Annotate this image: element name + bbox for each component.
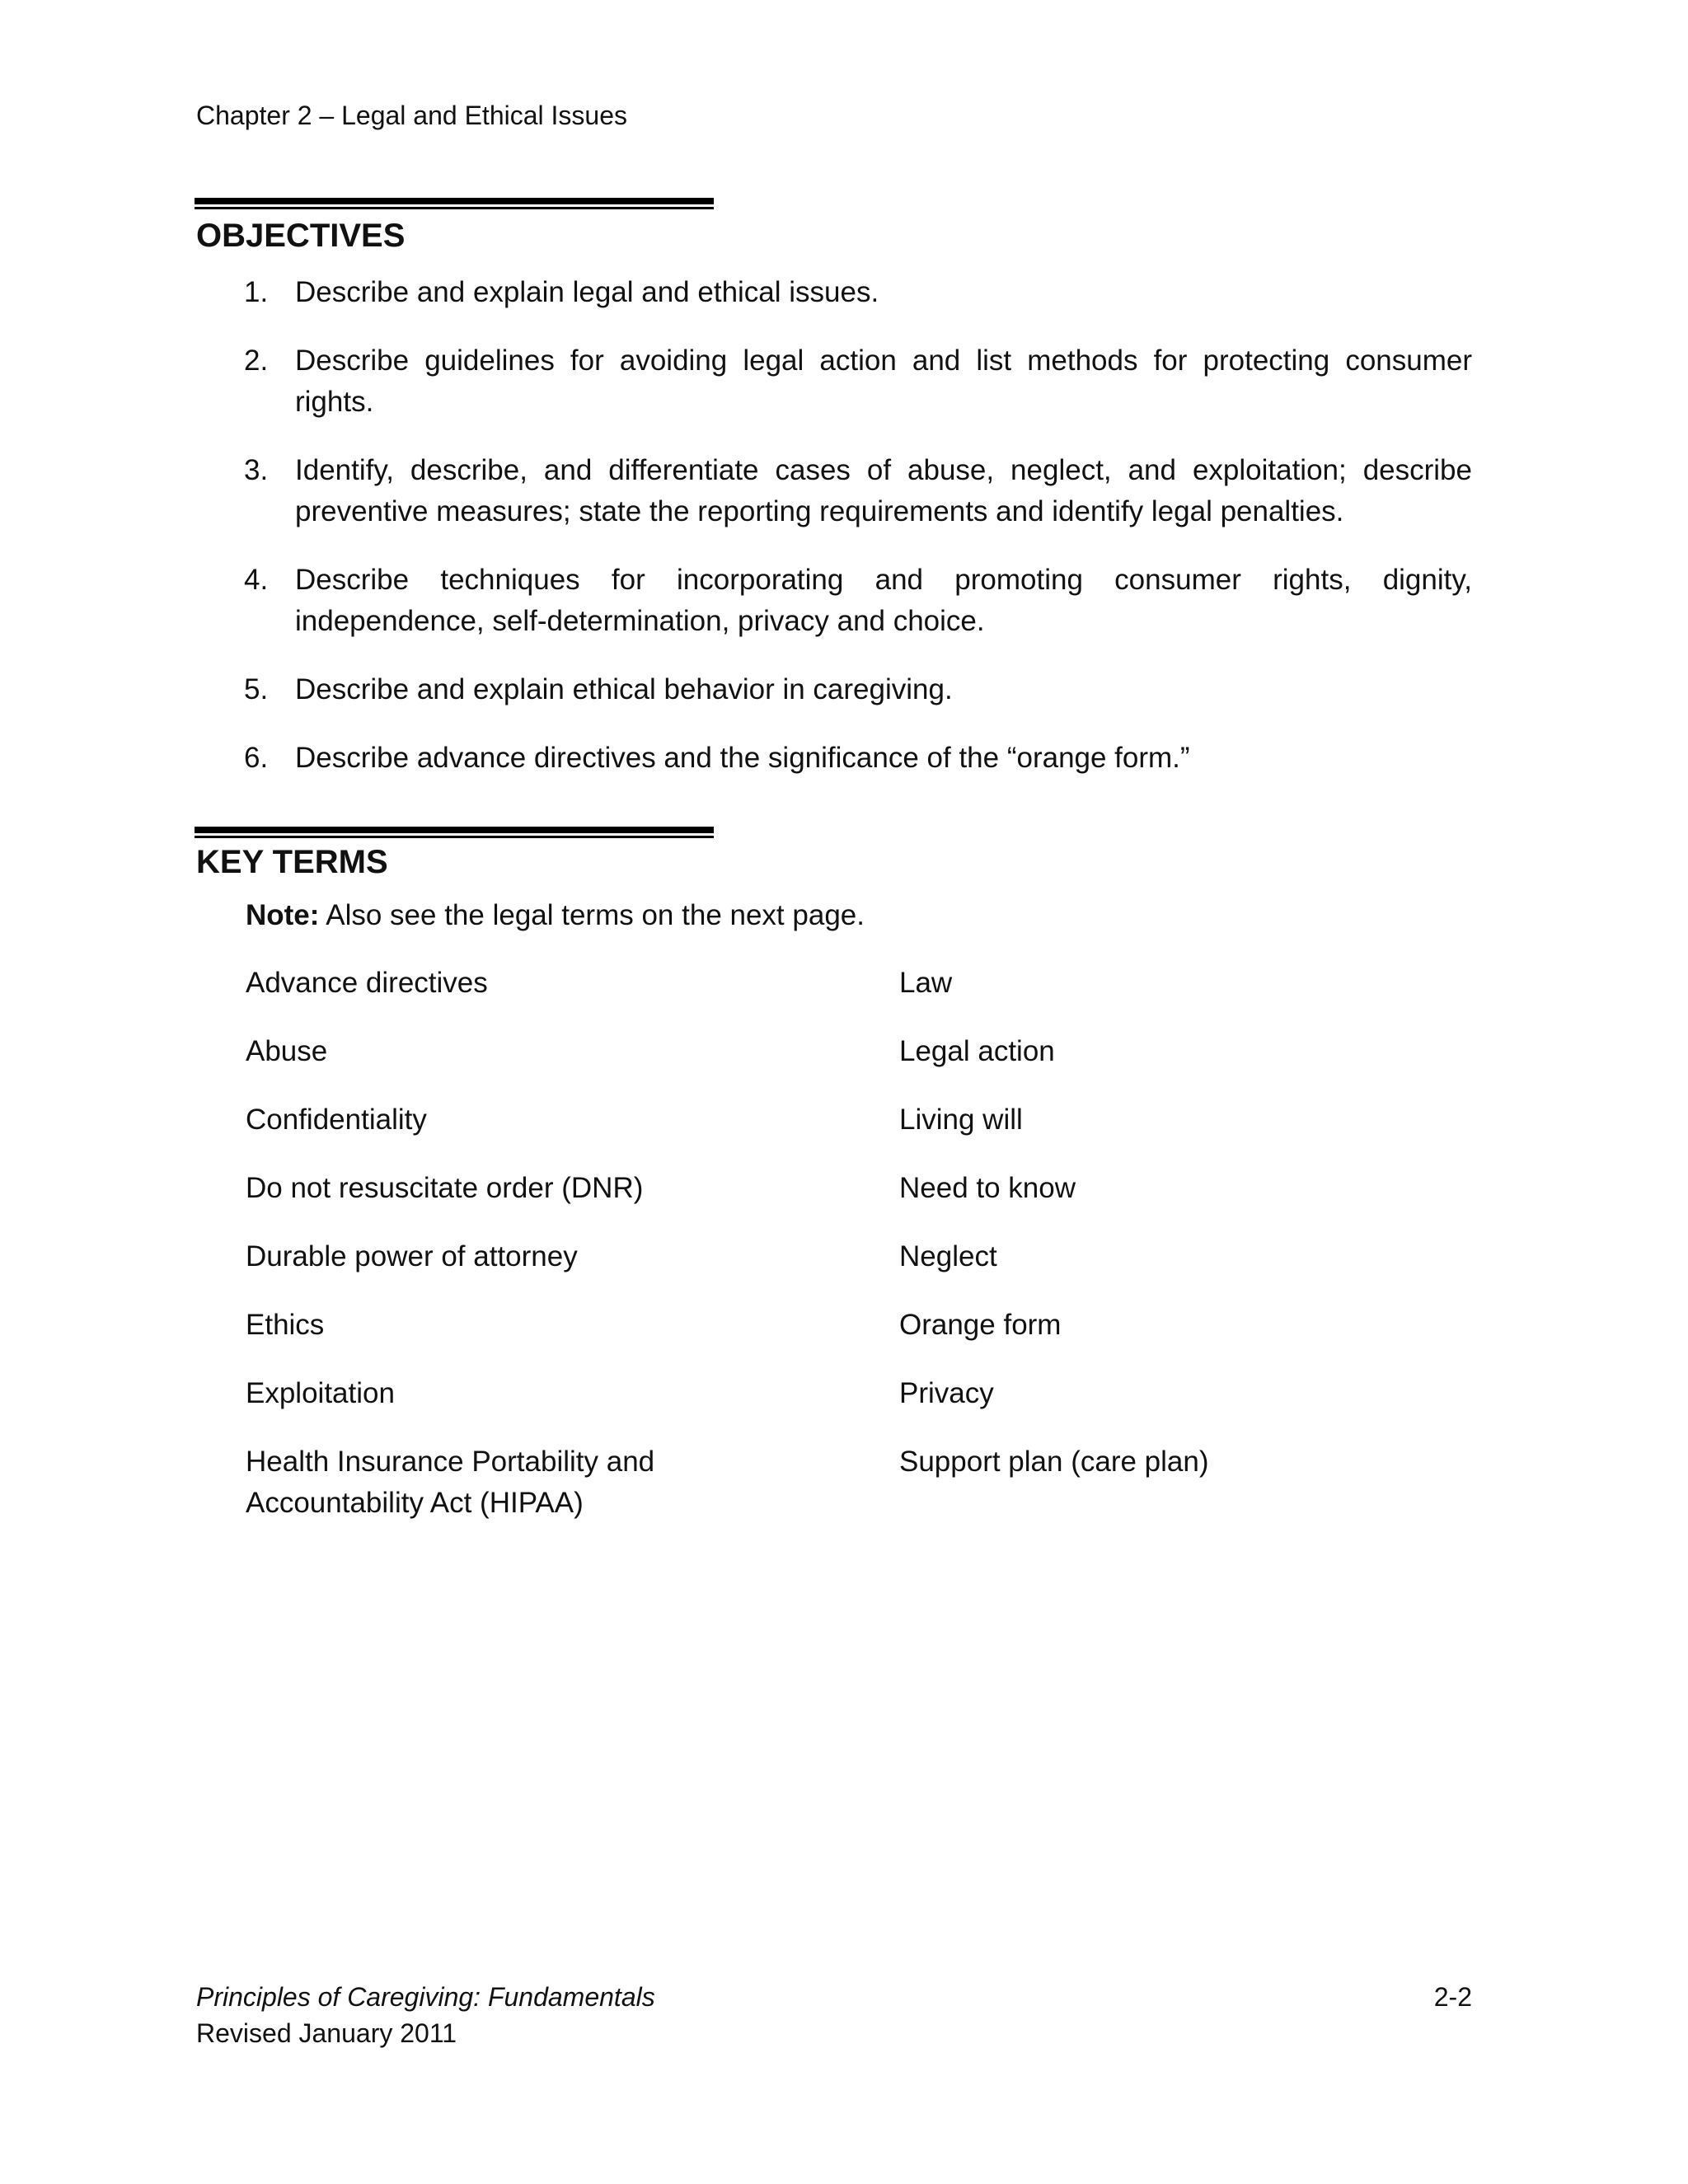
objective-item — [196, 560, 1472, 642]
key-term: Exploitation — [246, 1377, 395, 1409]
key-term: Advance directives — [246, 967, 488, 999]
key-term: Do not resuscitate order (DNR) — [246, 1172, 644, 1204]
section-divider — [195, 827, 714, 840]
objective-item — [196, 669, 1472, 710]
key-terms-left-column — [246, 963, 823, 1551]
key-term: Legal action — [899, 1035, 1055, 1067]
objective-number: 5. — [244, 673, 269, 705]
note-label: Note: — [246, 899, 320, 931]
key-term: Neglect — [899, 1240, 997, 1272]
note-text: Also see the legal terms on the next page. — [319, 899, 865, 931]
objectives-heading: OBJECTIVES — [196, 218, 406, 254]
chapter-header: Chapter 2 – Legal and Ethical Issues — [196, 101, 627, 130]
objective-text: Identify, describe, and differentiate cases of abuse, neglect, and exploitation; describe preventive measures; state the reporting requirements and identify legal penalties. — [295, 454, 1472, 527]
key-term: Need to know — [899, 1172, 1076, 1204]
objective-item — [196, 340, 1472, 423]
objective-number: 6. — [244, 742, 269, 774]
section-divider — [195, 198, 714, 211]
key-terms-heading: KEY TERMS — [196, 844, 388, 880]
objective-text: Describe techniques for incorporating and promoting consumer rights, dignity, independence, self-determination, privacy and choice. — [295, 564, 1472, 637]
key-term: Privacy — [899, 1377, 994, 1409]
objective-item — [196, 450, 1472, 532]
key-term: Support plan (care plan) — [899, 1446, 1209, 1478]
key-term: Living will — [899, 1104, 1023, 1136]
key-term: Abuse — [246, 1035, 328, 1067]
objective-number: 2. — [244, 344, 269, 377]
key-term: Law — [899, 967, 953, 999]
objective-number: 1. — [244, 276, 269, 308]
key-term: Confidentiality — [246, 1104, 427, 1136]
key-term: Health Insurance Portability and Accountability Act (HIPAA) — [246, 1446, 655, 1519]
key-term: Ethics — [246, 1309, 325, 1341]
key-terms-right-column — [899, 963, 1476, 1510]
footer-book-title: Principles of Caregiving: Fundamentals — [196, 1982, 655, 2012]
objective-text: Describe and explain ethical behavior in caregiving. — [295, 673, 953, 705]
objective-text: Describe and explain legal and ethical issues. — [295, 276, 879, 308]
objective-number: 4. — [244, 564, 269, 596]
footer-revised-date: Revised January 2011 — [196, 2018, 457, 2048]
objectives-list — [196, 272, 1472, 806]
key-term: Orange form — [899, 1309, 1062, 1341]
objective-item — [196, 272, 1472, 313]
objective-text: Describe guidelines for avoiding legal action and list methods for protecting consumer rights. — [295, 344, 1472, 418]
objective-text: Describe advance directives and the significance of the “orange form.” — [295, 742, 1190, 774]
page-number: 2-2 — [1433, 1982, 1472, 2012]
key-term: Durable power of attorney — [246, 1240, 578, 1272]
key-terms-note — [246, 895, 865, 936]
objective-item — [196, 738, 1472, 779]
objective-number: 3. — [244, 454, 269, 486]
